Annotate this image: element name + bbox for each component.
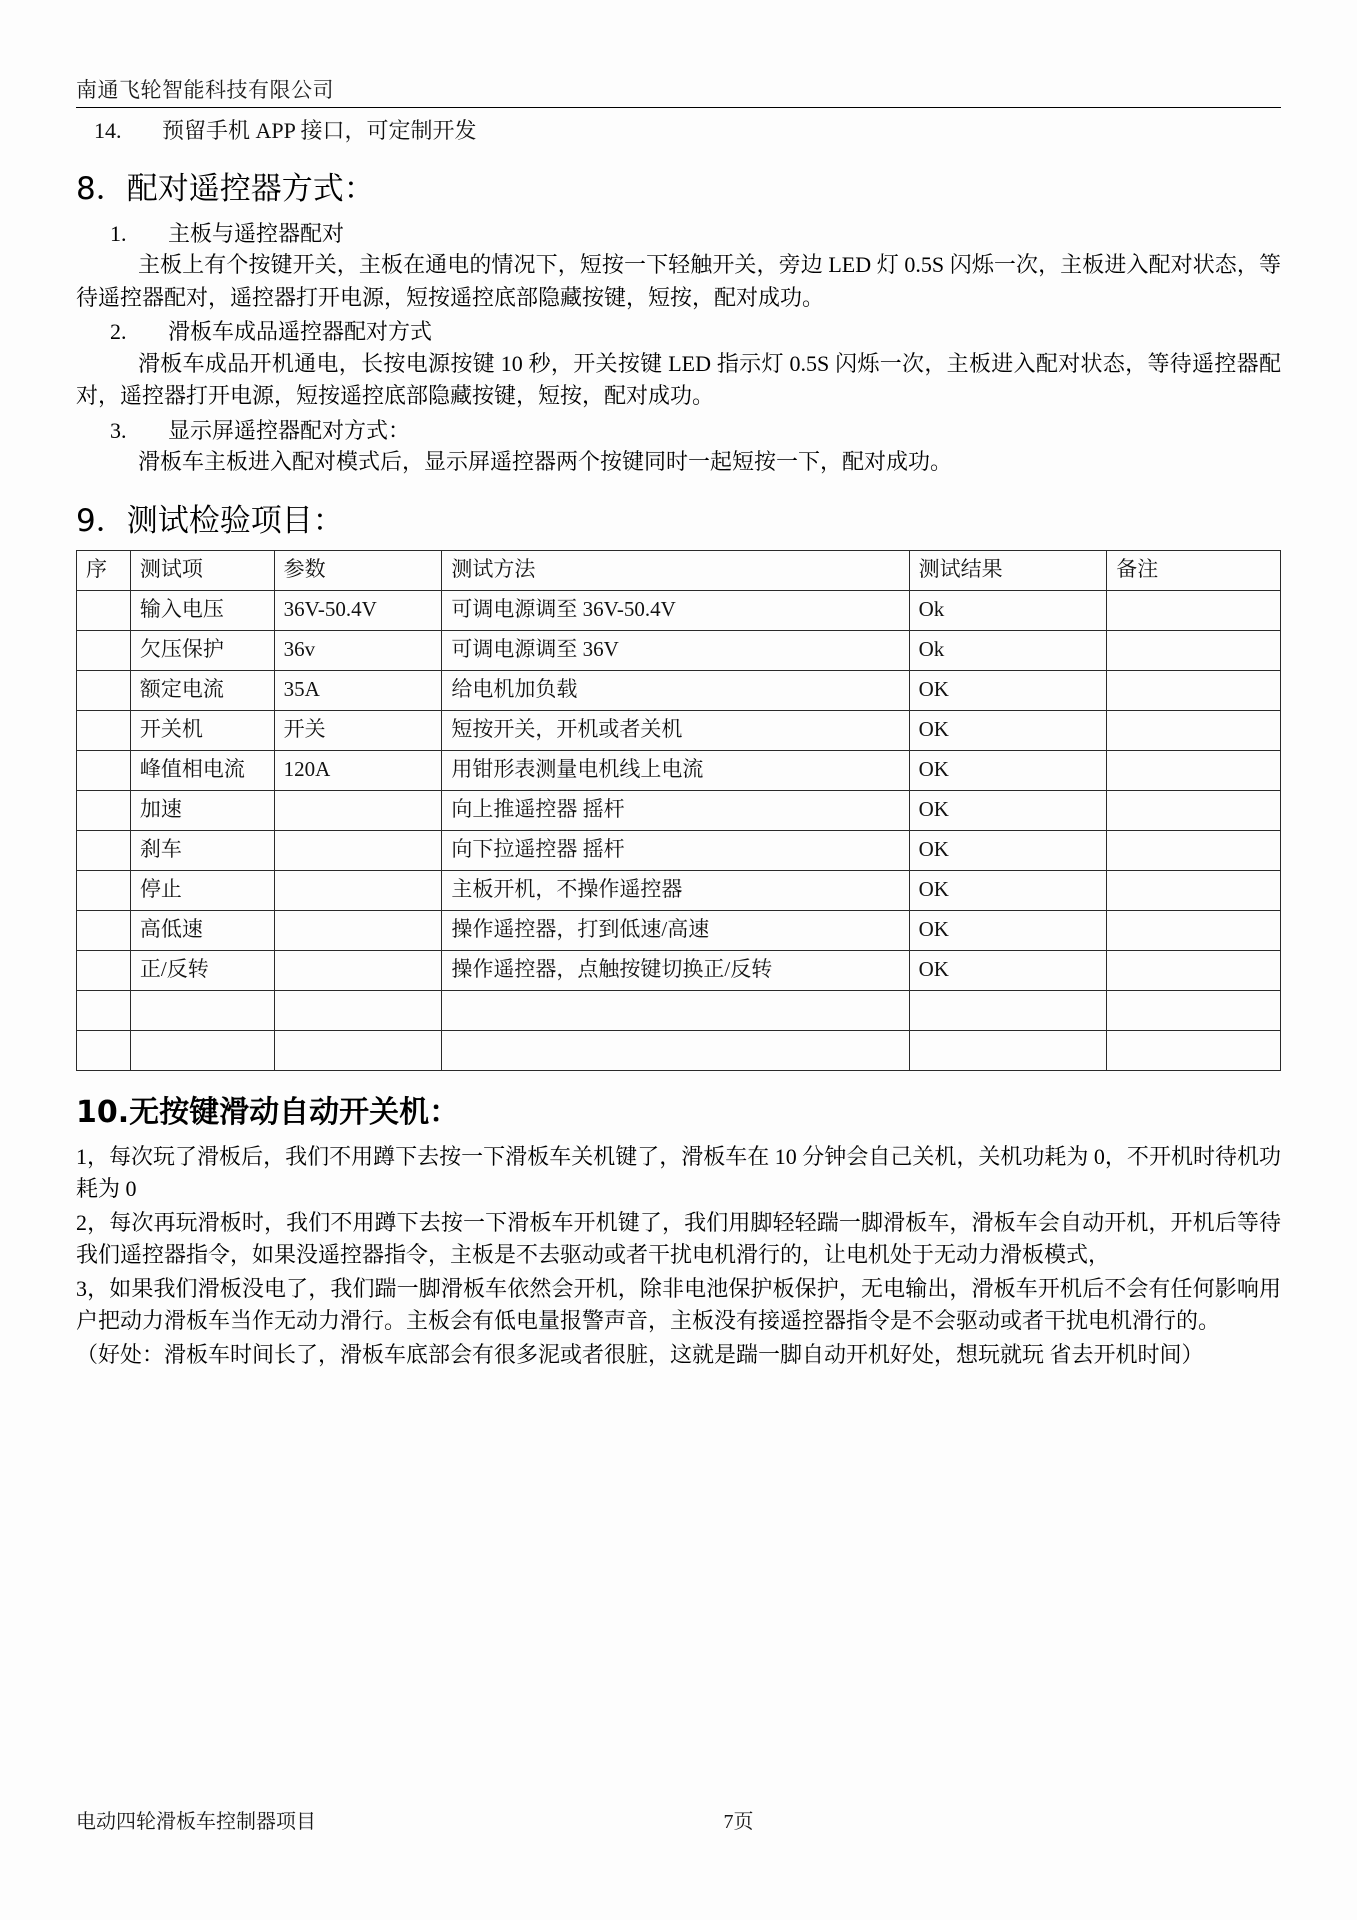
cell-item: 欠压保护 xyxy=(130,630,274,670)
section10-paragraph-1: 1，每次玩了滑板后，我们不用蹲下去按一下滑板车关机键了，滑板车在 10 分钟会自己关机，关机功耗为 0，不开机时待机功耗为 0 xyxy=(76,1143,1281,1201)
cell-item: 加速 xyxy=(130,790,274,830)
cell-method: 用钳形表测量电机线上电流 xyxy=(442,750,909,790)
cell-result: OK xyxy=(909,950,1107,990)
table-row xyxy=(77,910,1281,950)
section10-paragraph-3: 3，如果我们滑板没电了，我们踹一脚滑板车依然会开机，除非电池保护板保护，无电输出，滑板车开机后不会有任何影响用户把动力滑板车当作无动力滑行。主板会有低电量报警声音，主板没有接遥控器指令是不会驱动或者干扰电机滑行的。 xyxy=(76,1276,1281,1334)
table-row xyxy=(77,990,1281,1030)
table-row xyxy=(77,870,1281,910)
section-9-title: 9．测试检验项目： xyxy=(76,502,344,539)
cell-method: 操作遥控器，打到低速/高速 xyxy=(442,910,909,950)
cell-seq xyxy=(77,1030,131,1070)
document-header xyxy=(76,78,1281,107)
table-row xyxy=(77,710,1281,750)
item-number: 2. xyxy=(110,319,127,345)
cell-remark xyxy=(1107,910,1281,950)
table-body xyxy=(77,590,1281,1070)
cell-seq xyxy=(77,910,131,950)
cell-method: 可调电源调至 36V xyxy=(442,630,909,670)
column-header-result: 测试结果 xyxy=(909,550,1107,590)
cell-param xyxy=(274,870,442,910)
list-item-number: 14. xyxy=(94,118,122,144)
cell-result: Ok xyxy=(909,590,1107,630)
cell-param: 120A xyxy=(274,750,442,790)
cell-result: OK xyxy=(909,670,1107,710)
cell-item: 额定电流 xyxy=(130,670,274,710)
cell-remark xyxy=(1107,590,1281,630)
column-header-param: 参数 xyxy=(274,550,442,590)
page-footer xyxy=(76,1805,1281,1834)
table-row xyxy=(77,1030,1281,1070)
cell-item xyxy=(130,990,274,1030)
item-label: 显示屏遥控器配对方式： xyxy=(168,417,411,443)
section-8-title: 8．配对遥控器方式： xyxy=(76,171,375,208)
cell-result: OK xyxy=(909,710,1107,750)
cell-seq xyxy=(77,870,131,910)
section8-item-2-paragraph: 滑板车成品开机通电，长按电源按键 10 秒，开关按键 LED 指示灯 0.5S 闪烁一次，主板进入配对状态，等待遥控器配对，遥控器打开电源，短按遥控底部隐藏按键，短按，配对成功。 xyxy=(76,350,1281,409)
section8-item-3 xyxy=(76,415,1281,446)
cell-item: 高低速 xyxy=(130,910,274,950)
cell-remark xyxy=(1107,870,1281,910)
cell-item: 输入电压 xyxy=(130,590,274,630)
cell-seq xyxy=(77,750,131,790)
cell-param xyxy=(274,790,442,830)
table-header-row xyxy=(77,550,1281,590)
item-label: 滑板车成品遥控器配对方式 xyxy=(168,319,433,345)
cell-remark xyxy=(1107,950,1281,990)
cell-item: 开关机 xyxy=(130,710,274,750)
cell-seq xyxy=(77,830,131,870)
cell-result: Ok xyxy=(909,630,1107,670)
item-label: 主板与遥控器配对 xyxy=(168,221,345,247)
column-header-seq: 序 xyxy=(77,550,131,590)
cell-param xyxy=(274,910,442,950)
column-header-item: 测试项 xyxy=(130,550,274,590)
footer-page-number: 7页 xyxy=(723,1811,754,1833)
cell-seq xyxy=(77,670,131,710)
cell-remark xyxy=(1107,830,1281,870)
table-row xyxy=(77,750,1281,790)
cell-remark xyxy=(1107,630,1281,670)
cell-method: 向下拉遥控器 摇杆 xyxy=(442,830,909,870)
cell-seq xyxy=(77,990,131,1030)
section8-item-2 xyxy=(76,316,1281,347)
table-row xyxy=(77,950,1281,990)
section10-paragraph-2: 2，每次再玩滑板时，我们不用蹲下去按一下滑板车开机键了，我们用脚轻轻踹一脚滑板车，滑板车会自动开机，开机后等待我们遥控器指令，如果没遥控器指令，主板是不去驱动或者干扰电机滑行的，让电机处于无动力滑板模式， xyxy=(76,1209,1281,1267)
list-item-14 xyxy=(76,114,1281,147)
table-row xyxy=(77,830,1281,870)
cell-param xyxy=(274,990,442,1030)
header-divider xyxy=(76,107,1281,108)
cell-remark xyxy=(1107,710,1281,750)
cell-result xyxy=(909,1030,1107,1070)
cell-method: 操作遥控器，点触按键切换正/反转 xyxy=(442,950,909,990)
table-row xyxy=(77,670,1281,710)
column-header-method: 测试方法 xyxy=(442,550,909,590)
cell-item xyxy=(130,1030,274,1070)
section-10-title: 10.无按键滑动自动开关机： xyxy=(76,1094,460,1130)
list-item-text: 预留手机 APP 接口，可定制开发 xyxy=(162,118,477,144)
column-header-remark: 备注 xyxy=(1107,550,1281,590)
section8-item-1-paragraph: 主板上有个按键开关，主板在通电的情况下，短按一下轻触开关，旁边 LED 灯 0.5S 闪烁一次，主板进入配对状态，等待遥控器配对，遥控器打开电源，短按遥控底部隐藏按键，短按，配对成功。 xyxy=(76,252,1281,310)
cell-item: 峰值相电流 xyxy=(130,750,274,790)
cell-result: OK xyxy=(909,750,1107,790)
cell-remark xyxy=(1107,990,1281,1030)
cell-param: 35A xyxy=(274,670,442,710)
cell-method: 短按开关，开机或者关机 xyxy=(442,710,909,750)
cell-item: 刹车 xyxy=(130,830,274,870)
cell-param: 36V-50.4V xyxy=(274,590,442,630)
cell-param xyxy=(274,830,442,870)
cell-param: 36v xyxy=(274,630,442,670)
section8-item-3-paragraph: 滑板车主板进入配对模式后，显示屏遥控器两个按键同时一起短按一下，配对成功。 xyxy=(138,449,953,475)
cell-result: OK xyxy=(909,870,1107,910)
cell-seq xyxy=(77,630,131,670)
table-row xyxy=(77,590,1281,630)
cell-result: OK xyxy=(909,910,1107,950)
cell-method: 主板开机，不操作遥控器 xyxy=(442,870,909,910)
cell-method xyxy=(442,990,909,1030)
cell-seq xyxy=(77,790,131,830)
cell-item: 正/反转 xyxy=(130,950,274,990)
company-name: 南通飞轮智能科技有限公司 xyxy=(76,78,334,102)
cell-remark xyxy=(1107,1030,1281,1070)
cell-param xyxy=(274,950,442,990)
footer-project-name: 电动四轮滑板车控制器项目 xyxy=(76,1811,316,1833)
cell-remark xyxy=(1107,790,1281,830)
cell-result: OK xyxy=(909,790,1107,830)
cell-result xyxy=(909,990,1107,1030)
cell-remark xyxy=(1107,750,1281,790)
cell-result: OK xyxy=(909,830,1107,870)
cell-method: 向上推遥控器 摇杆 xyxy=(442,790,909,830)
cell-item: 停止 xyxy=(130,870,274,910)
test-items-table xyxy=(76,550,1281,1071)
cell-param: 开关 xyxy=(274,710,442,750)
item-number: 3. xyxy=(110,417,127,443)
cell-seq xyxy=(77,950,131,990)
section8-item-1 xyxy=(76,218,1281,249)
cell-remark xyxy=(1107,670,1281,710)
table-row xyxy=(77,630,1281,670)
cell-seq xyxy=(77,710,131,750)
cell-seq xyxy=(77,590,131,630)
cell-method: 给电机加负载 xyxy=(442,670,909,710)
cell-method xyxy=(442,1030,909,1070)
cell-method: 可调电源调至 36V-50.4V xyxy=(442,590,909,630)
cell-param xyxy=(274,1030,442,1070)
table-row xyxy=(77,790,1281,830)
section10-paragraph-4: （好处：滑板车时间长了，滑板车底部会有很多泥或者很脏，这就是踹一脚自动开机好处，想玩就玩 省去开机时间） xyxy=(76,1342,1204,1368)
item-number: 1. xyxy=(110,221,127,247)
